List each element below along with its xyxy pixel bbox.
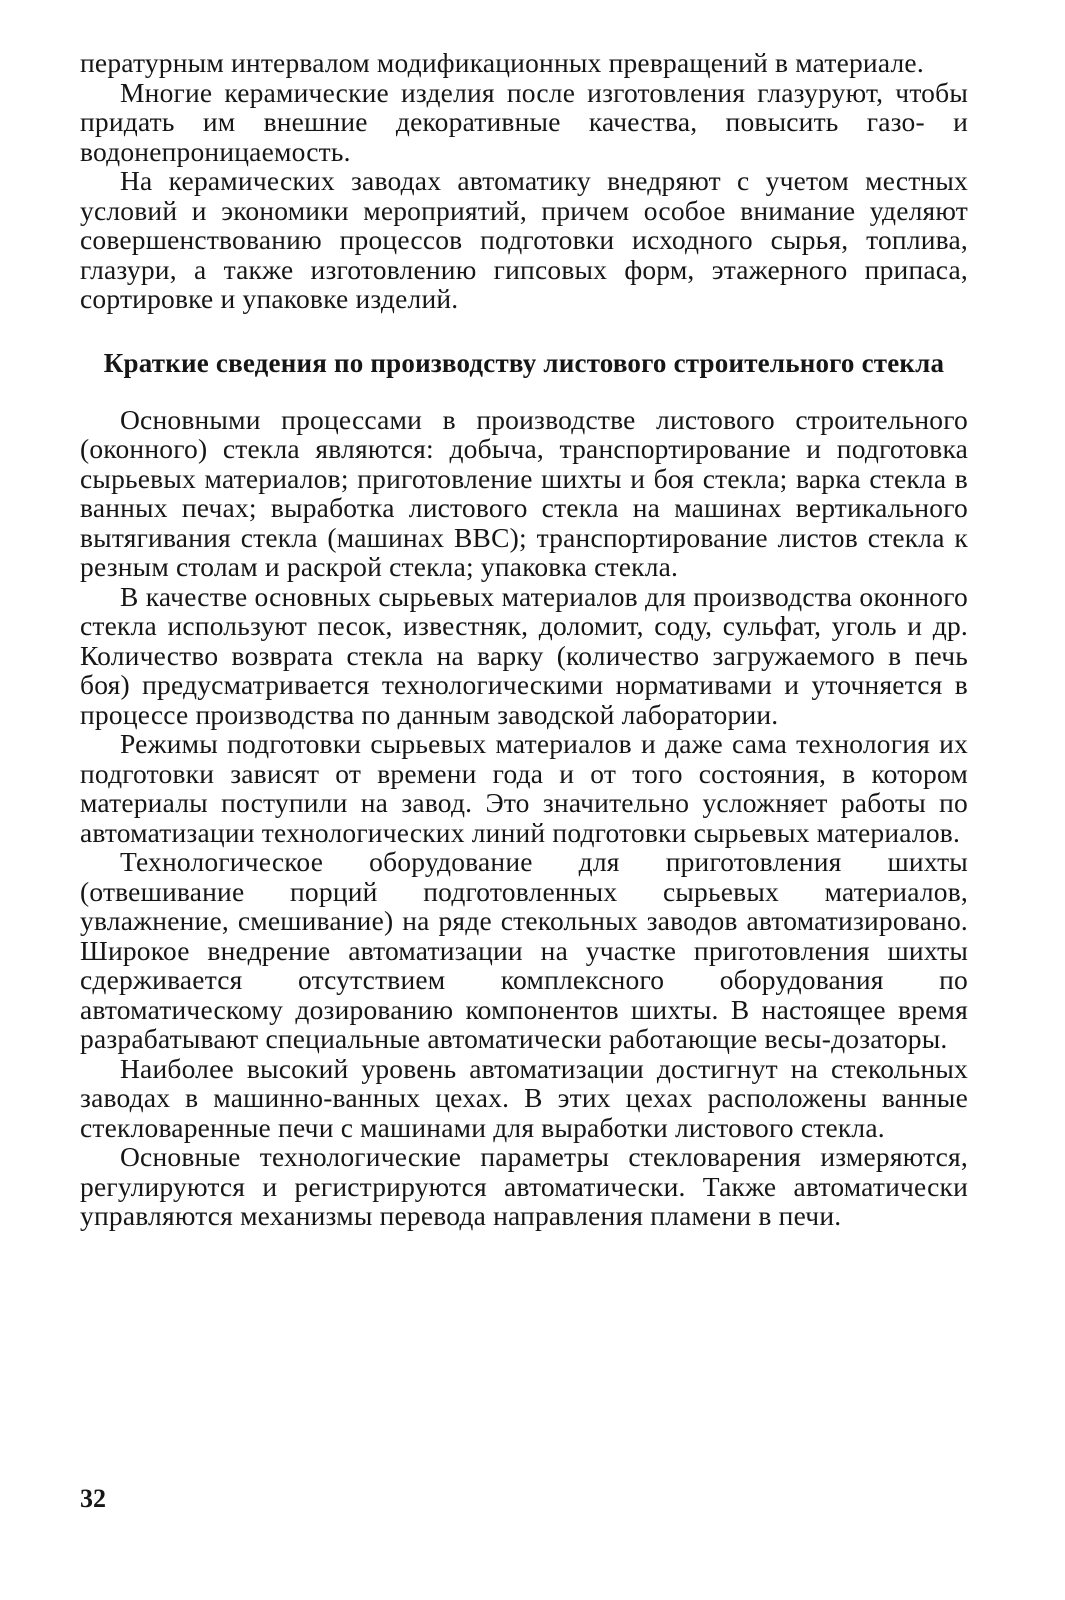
paragraph-glazing: Многие керамические изделия после изготовления глазуруют, чтобы придать им внешние декоративные качества, повысить газо- и водонепроницаемость. — [80, 76, 968, 167]
paragraph-batch-equipment: Технологическое оборудование для приготовления шихты (отвешивание порций подготовленных сырьевых материалов, увлажнение, смешивание) на ряде стекольных заводов автоматизировано. Широкое внедрение автоматизации на участке приготовления шихты сдерживается отсутствием комплексного оборудования по автоматическому дозированию компонентов шихты. В настоящее время разрабатывают специальные автоматически работающие весы-дозаторы. — [80, 846, 968, 1054]
paragraph-parameters: Основные технологические параметры стекловарения измеряются, регулируются и регистрируются автоматически. Также автоматически управляются механизмы перевода направления пламени в печи. — [80, 1141, 968, 1231]
paragraph-automation-level: Наиболее высокий уровень автоматизации достигнут на стекольных заводах в машинно-ванных цехах. В этих цехах расположены ванные стекловаренные печи с машинами для выработки листового стекла. — [80, 1052, 968, 1143]
section-heading: Краткие сведения по производству листового строительного стекла — [103, 347, 945, 378]
paragraph-main-processes: Основными процессами в производстве листового строительного (оконного) стекла являются: добыча, транспортирование и подготовка сырьевых материалов; приготовление шихты и боя стекла; варка стекла в ванных печах; выработка листового стекла на машинах вертикального вытягивания стекла (машинах ВВС); транспортирование листов стекла к резным столам и раскрой стекла; упаковка стекла. — [80, 403, 968, 582]
paragraph-raw-materials: В качестве основных сырьевых материалов для производства оконного стекла используют песок, известняк, доломит, соду, сульфат, уголь и др. Количество возврата стекла на варку (количество загружаемого в печь боя) предусматривается технологическими нормативами и уточняется в процессе производства по данным заводской лаборатории. — [80, 580, 968, 730]
page-number: 32 — [80, 1484, 106, 1513]
paragraph-preparation-modes: Режимы подготовки сырьевых материалов и даже сама технология их подготовки зависят от времени года и от того состояния, в котором материалы поступили на завод. Это значительно усложняет работы по автоматизации технологических линий подготовки сырьевых материалов. — [80, 728, 968, 848]
paragraph-automation-ceramics: На керамических заводах автоматику внедряют с учетом местных условий и экономики мероприятий, причем особое внимание уделяют совершенствованию процессов подготовки исходного сырья, топлива, глазури, а также изготовлению гипсовых форм, этажерного припаса, сортировке и упаковке изделий. — [80, 165, 968, 314]
paragraph-continuation: пературным интервалом модификационных превращений в материале. — [80, 47, 924, 78]
page-text — [80, 48, 968, 1231]
